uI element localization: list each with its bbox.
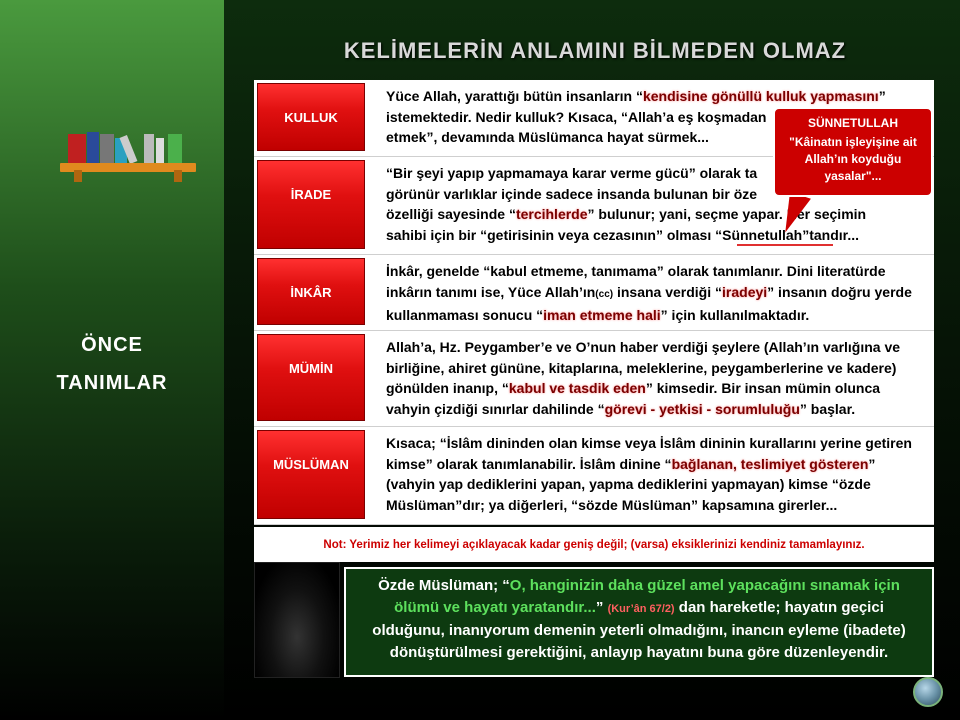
definition-row-musluman [254, 427, 934, 525]
label-inkar[interactable]: İNKÂR [257, 258, 365, 325]
text-part: ” istemektedir. Nedir kulluk? Kısaca, “Allah’a eş koşmadan [386, 88, 886, 125]
highlight-text: tercihlerde [515, 206, 588, 222]
bookshelf-icon [60, 128, 196, 172]
summary-lead: Özde Müslüman; “ [378, 577, 510, 594]
text-part: etmek”, devamında Müslümanca hayat sürmek... [386, 129, 709, 145]
highlight-text: görevi - yetkisi - sorumluluğu [604, 400, 800, 417]
book-gray [100, 134, 114, 164]
text-part: özelliği sayesinde “ [386, 206, 516, 222]
highlight-text: bağlanan, teslimiyet gösteren [671, 455, 869, 472]
highlight-text: kendisine gönüllü kulluk yapmasını [642, 88, 879, 104]
label-irade[interactable]: İRADE [257, 160, 365, 249]
text-part: insana verdiği “ [613, 283, 723, 300]
definition-text-musluman [386, 433, 922, 515]
definition-text-mumin [386, 337, 922, 419]
summary-text: dan hareketle; hayatın geçici olduğunu, inanıyorum demenin yeterli olmadığını, inancın eyleme (ibadete) dönüştürülmesi gerektiğini, anlayıp hayatını buna göre düzenleyendir. [372, 599, 906, 661]
shelf-leg-right [174, 170, 182, 182]
quran-quote: O, hanginizin daha güzel amel yapacağını sınamak için ölümü ve hayatı yaratandır... [394, 577, 900, 616]
definition-text-inkar [386, 261, 922, 326]
text-part: ” insanın doğru yerde kullanmaması sonucu “ [386, 283, 912, 323]
slide-title: KELİMELERİN ANLAMINI BİLMEDEN OLMAZ [343, 38, 847, 63]
book-white [144, 134, 154, 164]
callout-title: SÜNNETULLAH [808, 116, 898, 130]
section-title-line1: ÖNCE [81, 334, 143, 356]
section-title-line2: TANIMLAR [56, 372, 168, 394]
highlight-text: kabul ve tasdik eden [508, 380, 646, 396]
definition-row-inkar [254, 255, 934, 331]
text-part: Kısaca; “İslâm dininden olan kimse veya İslâm dininin kurallarını yerine getiren kimse” olarak tanımlanabilir. İslâm dinine “ [386, 435, 912, 472]
quran-reference: (Kur’ân 67/2) [607, 603, 675, 615]
summary-text: ” [595, 599, 608, 616]
praying-person-image [254, 562, 340, 678]
sunnetullah-underline [737, 244, 833, 246]
book-green [168, 134, 182, 164]
text-part: (cc) [595, 288, 614, 300]
label-musluman[interactable]: MÜSLÜMAN [257, 430, 365, 519]
callout-body: "Kâinatın işleyişine ait Allah’ın koyduğu yasalar"... [789, 135, 917, 183]
left-panel [0, 0, 224, 720]
nav-button-icon[interactable] [913, 677, 943, 707]
sunnetullah-callout [773, 107, 933, 197]
text-part: ” için kullanılmaktadır. [660, 307, 810, 323]
note-text: Not: Yerimiz her kelimeyi açıklayacak kadar geniş değil; (varsa) eksiklerinizi kendiniz tamamlayınız. [254, 527, 934, 562]
text-part: ” başlar. [799, 400, 856, 417]
highlight-text: iradeyi [722, 283, 768, 300]
label-mumin[interactable]: MÜMİN [257, 334, 365, 421]
book-blue [87, 132, 99, 164]
book-light [156, 138, 164, 164]
book-red [68, 134, 86, 164]
text-part: ar. Her seçimin [766, 206, 867, 222]
label-kulluk[interactable]: KULLUK [257, 83, 365, 151]
text-part: Allah’a, Hz. Peygamber’e ve O’nun haber verdiği şeylere (Allah’ın varlığına ve birliğine, ahiret gününe, kitaplarına, meleklerine, peygamberlerine ve kadere) gönülden inanıp, “ [386, 339, 901, 396]
text-part: görünür varlıklar içinde sadece insanda bulunan bir öze [386, 185, 758, 202]
highlight-text: iman etmeme hali [543, 307, 661, 323]
text-part: ” kimsedir. Bir insan mümin olunca vahyin çizdiği sınırlar dahilinde “ [386, 380, 881, 417]
text-part: “Bir şeyi yapıp yapmamaya karar verme gücü” olarak ta [386, 165, 758, 181]
shelf-leg-left [74, 170, 82, 182]
text-part: sahibi için bir “getirisinin veya cezasının” olması “Sünnetullah”tandır... [386, 226, 860, 243]
summary-box [344, 567, 934, 677]
text-part: İnkâr, genelde “kabul etmeme, tanımama” olarak tanımlanır. Dini literatürde inkârın tanımı ise, Yüce Allah’ın [386, 263, 886, 300]
text-part: ” (vahyin yap dediklerini yapan, yapma dediklerini yapmayan) kimse “özde Müslüman”dır; ya diğerleri, “sözde Müslüman” kapsamına girerler... [386, 455, 876, 513]
definition-row-mumin [254, 331, 934, 427]
text-part: ” bulunur; yani, seçme yap [587, 206, 767, 222]
text-part: Yüce Allah, yarattığı bütün insanların “ [386, 88, 643, 104]
